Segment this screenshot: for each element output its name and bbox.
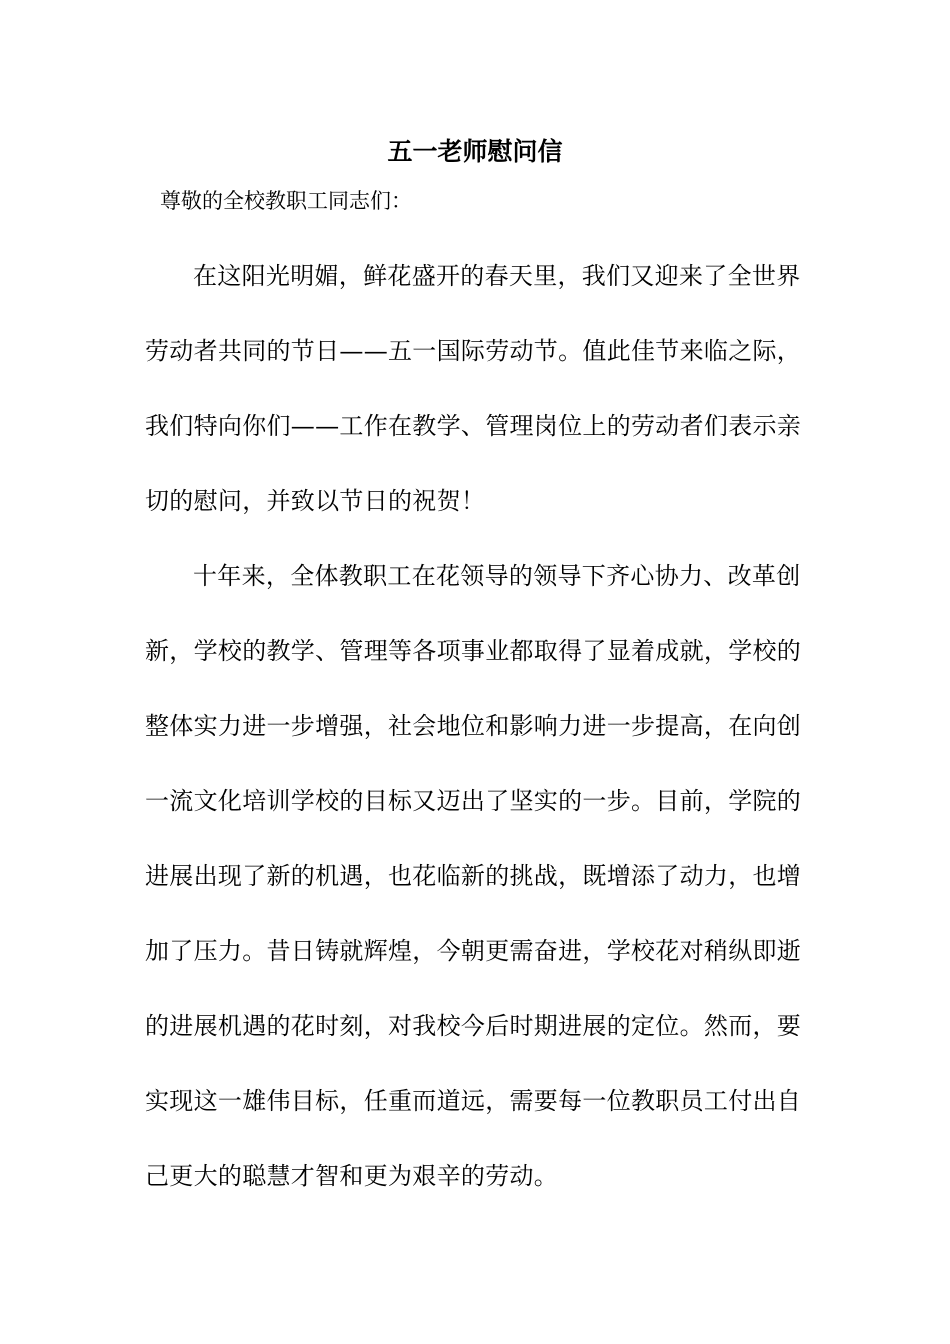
paragraph-line: 实现这一雄伟目标，任重而道远，需要每一位教职员工付出自 — [145, 1087, 802, 1115]
paragraph-line: 一流文化培训学校的目标又迈出了坚实的一步。目前，学院的 — [145, 787, 802, 815]
paragraph-line: 劳动者共同的节日——五一国际劳动节。值此佳节来临之际， — [145, 337, 802, 365]
paragraph-line: 在这阳光明媚，鲜花盛开的春天里，我们又迎来了全世界 — [193, 262, 801, 290]
paragraph-line: 十年来，全体教职工在花领导的领导下齐心协力、改革创 — [193, 562, 801, 590]
document-title: 五一老师慰问信 — [387, 137, 563, 166]
salutation: 尊敬的全校教职工同志们： — [160, 189, 412, 213]
paragraph-line: 切的慰问，并致以节日的祝贺！ — [145, 487, 486, 515]
paragraph-line: 新，学校的教学、管理等各项事业都取得了显着成就，学校的 — [145, 637, 802, 665]
paragraph-line: 我们特向你们——工作在教学、管理岗位上的劳动者们表示亲 — [145, 412, 802, 440]
paragraph-line: 整体实力进一步增强，社会地位和影响力进一步提高，在向创 — [145, 712, 802, 740]
paragraph-line: 的进展机遇的花时刻，对我校今后时期进展的定位。然而，要 — [145, 1012, 802, 1040]
paragraph-line: 加了压力。昔日铸就辉煌，今朝更需奋进，学校花对稍纵即逝 — [145, 937, 802, 965]
paragraph-line: 己更大的聪慧才智和更为艰辛的劳动。 — [145, 1162, 559, 1190]
paragraph-line: 进展出现了新的机遇，也花临新的挑战，既增添了动力，也增 — [145, 862, 802, 890]
